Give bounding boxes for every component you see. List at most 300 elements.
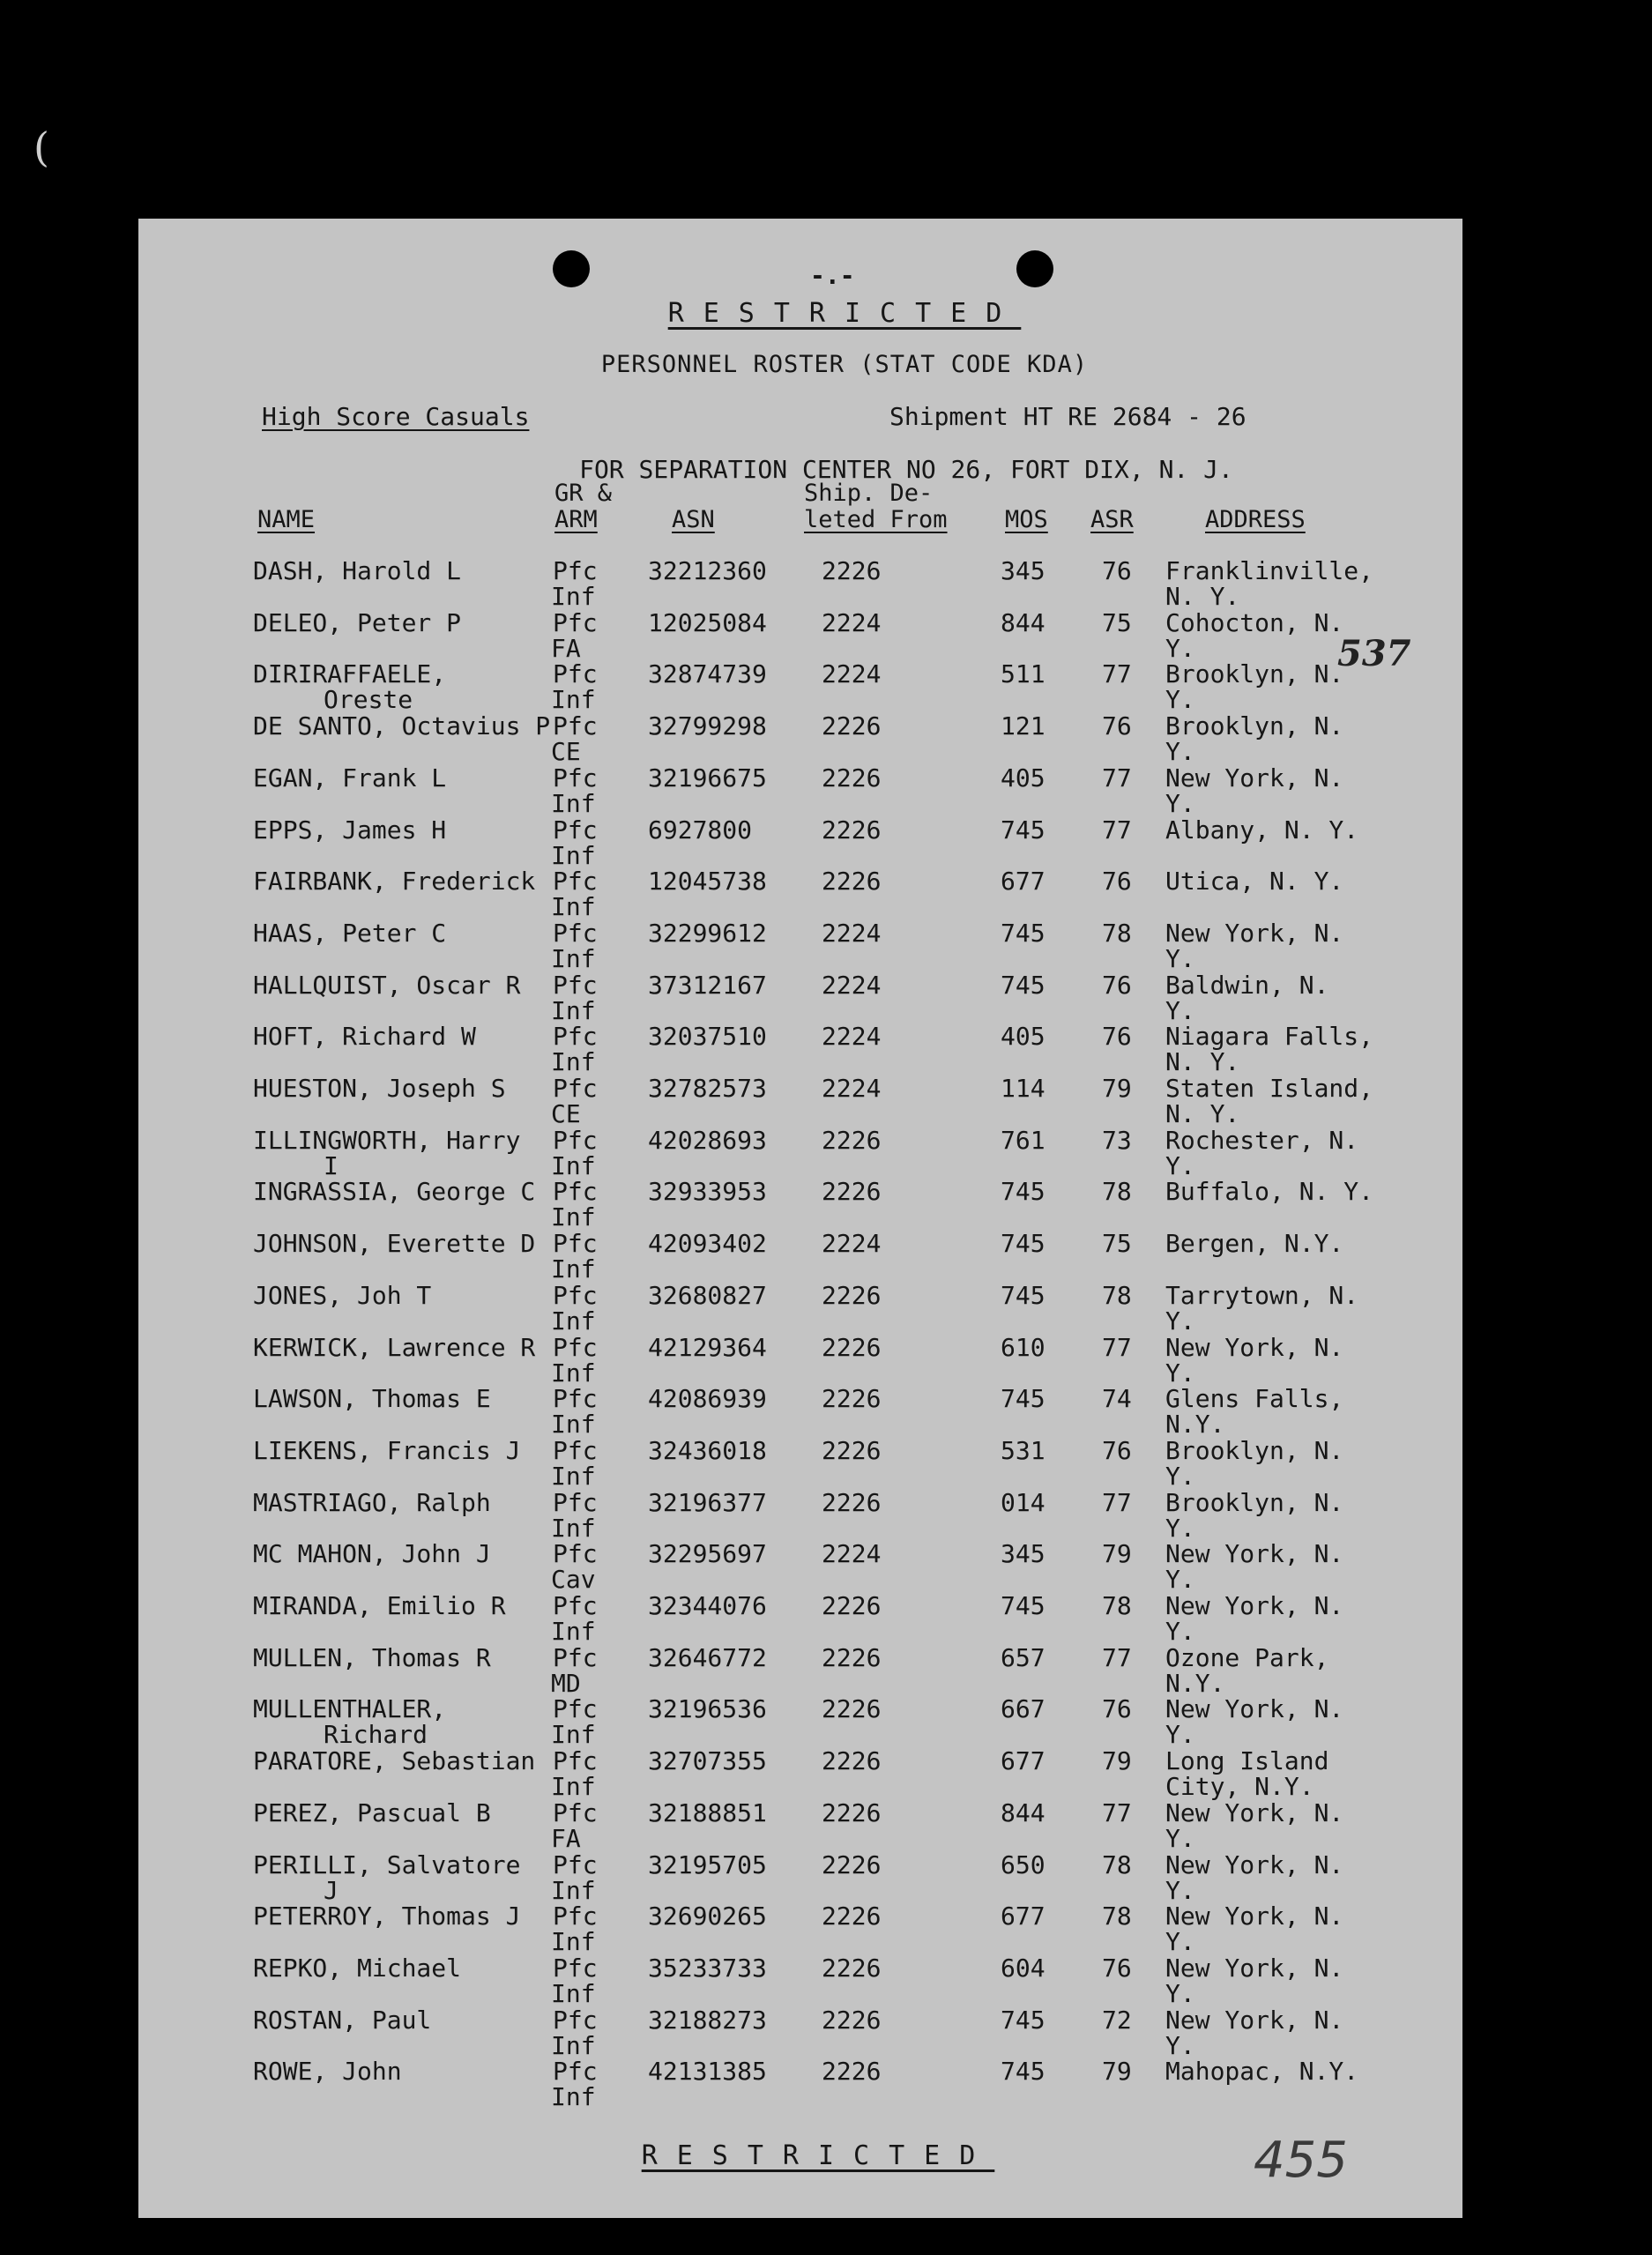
- arm-of-service: Inf: [551, 1875, 596, 1905]
- serial-number: 12025084: [648, 607, 767, 637]
- mos-code: 745: [1001, 1229, 1046, 1259]
- table-row: [138, 1487, 1462, 1543]
- shipment-deleted-from: 2226: [822, 1487, 882, 1517]
- serial-number: 12045738: [648, 867, 767, 897]
- table-row: [138, 1593, 1462, 1645]
- mos-code: 844: [1001, 607, 1046, 637]
- soldier-name: DE SANTO, Octavius P: [253, 711, 551, 741]
- soldier-name: PEREZ, Pascual B: [253, 1797, 491, 1827]
- arm-of-service: FA: [551, 633, 581, 663]
- soldier-name: HAAS, Peter C: [253, 918, 447, 948]
- address-line-1: Mahopac, N.Y.: [1165, 2057, 1359, 2087]
- mos-code: 610: [1001, 1332, 1046, 1362]
- soldier-name: MIRANDA, Emilio R: [253, 1591, 506, 1620]
- shipment-deleted-from: 2226: [822, 815, 882, 845]
- shipment-deleted-from: 2224: [822, 659, 882, 689]
- address-line-1: New York, N.: [1165, 918, 1344, 948]
- mos-code: 745: [1001, 918, 1046, 948]
- asr-score: 77: [1102, 1642, 1132, 1672]
- shipment-deleted-from: 2224: [822, 607, 882, 637]
- address-line-2: Y.: [1165, 943, 1195, 973]
- table-row: [138, 1642, 1462, 1698]
- arm-of-service: Inf: [551, 1720, 596, 1750]
- grade: Pfc: [553, 2005, 598, 2035]
- address-line-2: Y.: [1165, 1358, 1195, 1388]
- soldier-name: INGRASSIA, George C: [253, 1177, 536, 1207]
- address-line-1: Franklinville,: [1165, 556, 1374, 585]
- address-line-1: Albany, N. Y.: [1165, 815, 1359, 845]
- shipment-deleted-from: 2226: [822, 1332, 882, 1362]
- grade: Pfc: [553, 1591, 598, 1620]
- table-row: [138, 1332, 1462, 1388]
- asr-score: 76: [1102, 867, 1132, 897]
- address-line-1: Glens Falls,: [1165, 1384, 1344, 1414]
- handwritten-number-537: 537: [1337, 633, 1411, 674]
- asr-score: 79: [1102, 2057, 1132, 2087]
- grade: Pfc: [553, 1022, 598, 1052]
- shipment-deleted-from: 2226: [822, 763, 882, 793]
- grade: Pfc: [553, 556, 598, 585]
- grade: Pfc: [553, 1901, 598, 1931]
- table-row: [138, 1849, 1462, 1905]
- mos-code: 745: [1001, 1177, 1046, 1207]
- soldier-name: FAIRBANK, Frederick: [253, 867, 536, 897]
- address-line-2: N.Y.: [1165, 1410, 1225, 1440]
- table-row: [138, 558, 1462, 610]
- shipment-deleted-from: 2226: [822, 711, 882, 741]
- soldier-name: MULLENTHALER,: [253, 1694, 447, 1724]
- shipment-deleted-from: 2226: [822, 1642, 882, 1672]
- arm-of-service: FA: [551, 1823, 581, 1853]
- arm-of-service: Inf: [551, 1617, 596, 1646]
- col-header-asr: ASR: [1090, 506, 1134, 533]
- soldier-name-continued: Oreste: [324, 685, 413, 715]
- serial-number: 32212360: [648, 556, 767, 585]
- col-header-address: ADDRESS: [1205, 506, 1306, 533]
- shipment-deleted-from: 2226: [822, 1746, 882, 1776]
- table-row: [138, 2007, 1462, 2059]
- address-line-2: Y.: [1165, 1823, 1195, 1853]
- soldier-name: ILLINGWORTH, Harry: [253, 1125, 521, 1155]
- address-line-2: Y.: [1165, 2030, 1195, 2060]
- address-line-1: Ozone Park,: [1165, 1642, 1329, 1672]
- grade: Pfc: [553, 918, 598, 948]
- mos-code: 531: [1001, 1435, 1046, 1465]
- soldier-name: JOHNSON, Everette D: [253, 1229, 536, 1259]
- asr-score: 78: [1102, 1849, 1132, 1879]
- address-line-1: Bergen, N.Y.: [1165, 1229, 1344, 1259]
- address-line-1: Brooklyn, N.: [1165, 659, 1344, 689]
- address-line-1: New York, N.: [1165, 1694, 1344, 1724]
- address-line-1: Staten Island,: [1165, 1074, 1374, 1103]
- roster-page: [138, 219, 1462, 2218]
- col-header-mos: MOS: [1005, 506, 1048, 533]
- address-line-2: Y.: [1165, 788, 1195, 818]
- shipment-deleted-from: 2224: [822, 1074, 882, 1103]
- grade: Pfc: [553, 1642, 598, 1672]
- grade: Pfc: [553, 1384, 598, 1414]
- mos-code: 761: [1001, 1125, 1046, 1155]
- asr-score: 73: [1102, 1125, 1132, 1155]
- asr-score: 77: [1102, 1332, 1132, 1362]
- punch-hole-right: [1016, 250, 1053, 287]
- asr-score: 77: [1102, 1487, 1132, 1517]
- shipment-deleted-from: 2226: [822, 1435, 882, 1465]
- shipment-deleted-from: 2226: [822, 1797, 882, 1827]
- shipment-deleted-from: 2224: [822, 1022, 882, 1052]
- mos-code: 745: [1001, 2005, 1046, 2035]
- address-line-1: New York, N.: [1165, 1953, 1344, 1983]
- arm-of-service: Inf: [551, 1461, 596, 1491]
- asr-score: 75: [1102, 1229, 1132, 1259]
- address-line-2: N. Y.: [1165, 582, 1240, 611]
- grade: Pfc: [553, 711, 598, 741]
- col-header-ship: Ship. De- leted From: [804, 480, 948, 533]
- soldier-name: JONES, Joh T: [253, 1280, 432, 1310]
- grade: Pfc: [553, 1953, 598, 1983]
- asr-score: 77: [1102, 815, 1132, 845]
- shipment-deleted-from: 2226: [822, 2005, 882, 2035]
- asr-score: 77: [1102, 763, 1132, 793]
- soldier-name: PERILLI, Salvatore: [253, 1849, 521, 1879]
- asr-score: 76: [1102, 711, 1132, 741]
- mos-code: 014: [1001, 1487, 1046, 1517]
- shipment-deleted-from: 2224: [822, 970, 882, 1000]
- table-row: [138, 607, 1462, 663]
- shipment-deleted-from: 2226: [822, 556, 882, 585]
- arm-of-service: Inf: [551, 1978, 596, 2008]
- serial-number: 42028693: [648, 1125, 767, 1155]
- soldier-name: HUESTON, Joseph S: [253, 1074, 506, 1103]
- mos-code: 405: [1001, 763, 1046, 793]
- roster-title: PERSONNEL ROSTER (STAT CODE KDA): [600, 351, 1089, 378]
- serial-number: 32782573: [648, 1074, 767, 1103]
- arm-of-service: Inf: [551, 2082, 596, 2112]
- table-row: [138, 1075, 1462, 1128]
- serial-number: 35233733: [648, 1953, 767, 1983]
- address-line-2: Y.: [1165, 685, 1195, 715]
- col-header-grade: GR & ARM: [554, 480, 613, 533]
- arm-of-service: Inf: [551, 2030, 596, 2060]
- soldier-name: MULLEN, Thomas R: [253, 1642, 491, 1672]
- mos-code: 745: [1001, 815, 1046, 845]
- address-line-1: New York, N.: [1165, 1591, 1344, 1620]
- grade: Pfc: [553, 1797, 598, 1827]
- table-row: [138, 1125, 1462, 1180]
- address-line-1: New York, N.: [1165, 1901, 1344, 1931]
- address-line-2: Y.: [1165, 1978, 1195, 2008]
- soldier-name: HOFT, Richard W: [253, 1022, 476, 1052]
- shipment-deleted-from: 2226: [822, 1591, 882, 1620]
- mos-code: 405: [1001, 1022, 1046, 1052]
- arm-of-service: Inf: [551, 1927, 596, 1957]
- mos-code: 677: [1001, 1746, 1046, 1776]
- separation-center: FOR SEPARATION CENTER NO 26, FORT DIX, N. J.: [579, 455, 1233, 484]
- soldier-name: MASTRIAGO, Ralph: [253, 1487, 491, 1517]
- arm-of-service: Inf: [551, 1047, 596, 1077]
- soldier-name: LIEKENS, Francis J: [253, 1435, 521, 1465]
- address-line-1: Brooklyn, N.: [1165, 1435, 1344, 1465]
- serial-number: 32799298: [648, 711, 767, 741]
- asr-score: 72: [1102, 2005, 1132, 2035]
- serial-number: 32690265: [648, 1901, 767, 1931]
- serial-number: 32874739: [648, 659, 767, 689]
- address-line-2: Y.: [1165, 1875, 1195, 1905]
- grade: Pfc: [553, 815, 598, 845]
- address-line-1: Long Island: [1165, 1746, 1329, 1776]
- mos-code: 345: [1001, 556, 1046, 585]
- address-line-1: Tarrytown, N.: [1165, 1280, 1359, 1310]
- arm-of-service: CE: [551, 737, 581, 767]
- grade: Pfc: [553, 1435, 598, 1465]
- shipment-deleted-from: 2226: [822, 1694, 882, 1724]
- address-line-2: Y.: [1165, 1306, 1195, 1336]
- mos-code: 667: [1001, 1694, 1046, 1724]
- soldier-name: ROSTAN, Paul: [253, 2005, 432, 2035]
- table-row: [138, 1231, 1462, 1283]
- serial-number: 42086939: [648, 1384, 767, 1414]
- grade: Pfc: [553, 763, 598, 793]
- mos-code: 745: [1001, 2057, 1046, 2087]
- grade: Pfc: [553, 1694, 598, 1724]
- shipment-deleted-from: 2226: [822, 1953, 882, 1983]
- asr-score: 76: [1102, 556, 1132, 585]
- address-line-1: Brooklyn, N.: [1165, 711, 1344, 741]
- grade: Pfc: [553, 1539, 598, 1569]
- top-mark: -.-: [810, 261, 855, 290]
- grade: Pfc: [553, 1229, 598, 1259]
- soldier-name: DIRIRAFFAELE,: [253, 659, 447, 689]
- soldier-name: KERWICK, Lawrence R: [253, 1332, 536, 1362]
- soldier-name: PETERROY, Thomas J: [253, 1901, 521, 1931]
- shipment-label: Shipment HT RE 2684 - 26: [889, 402, 1246, 431]
- address-line-2: N. Y.: [1165, 1047, 1240, 1077]
- arm-of-service: Inf: [551, 943, 596, 973]
- shipment-deleted-from: 2226: [822, 867, 882, 897]
- serial-number: 32707355: [648, 1746, 767, 1776]
- shipment-deleted-from: 2226: [822, 1125, 882, 1155]
- mos-code: 114: [1001, 1074, 1046, 1103]
- shipment-deleted-from: 2226: [822, 1849, 882, 1879]
- address-line-1: Niagara Falls,: [1165, 1022, 1374, 1052]
- grade: Pfc: [553, 1177, 598, 1207]
- serial-number: 32436018: [648, 1435, 767, 1465]
- mos-code: 677: [1001, 867, 1046, 897]
- serial-number: 32646772: [648, 1642, 767, 1672]
- shipment-deleted-from: 2226: [822, 2057, 882, 2087]
- address-line-2: Y.: [1165, 1461, 1195, 1491]
- serial-number: 32344076: [648, 1591, 767, 1620]
- serial-number: 42129364: [648, 1332, 767, 1362]
- serial-number: 6927800: [648, 815, 753, 845]
- serial-number: 32680827: [648, 1280, 767, 1310]
- mos-code: 121: [1001, 711, 1046, 741]
- grade: Pfc: [553, 867, 598, 897]
- punch-hole-left: [553, 250, 590, 287]
- address-line-2: Y.: [1165, 1150, 1195, 1180]
- table-row: [138, 1955, 1462, 2007]
- serial-number: 32188273: [648, 2005, 767, 2035]
- address-line-1: New York, N.: [1165, 763, 1344, 793]
- arm-of-service: Inf: [551, 1306, 596, 1336]
- arm-of-service: Inf: [551, 995, 596, 1025]
- arm-of-service: Inf: [551, 1410, 596, 1440]
- arm-of-service: CE: [551, 1099, 581, 1128]
- asr-score: 76: [1102, 1953, 1132, 1983]
- serial-number: 32299612: [648, 918, 767, 948]
- mos-code: 745: [1001, 1280, 1046, 1310]
- serial-number: 32196377: [648, 1487, 767, 1517]
- col-header-asn: ASN: [672, 506, 715, 533]
- asr-score: 74: [1102, 1384, 1132, 1414]
- address-line-2: N.Y.: [1165, 1668, 1225, 1698]
- serial-number: 32933953: [648, 1177, 767, 1207]
- address-line-1: Buffalo, N. Y.: [1165, 1177, 1374, 1207]
- soldier-name: HALLQUIST, Oscar R: [253, 970, 521, 1000]
- address-line-1: New York, N.: [1165, 1332, 1344, 1362]
- arm-of-service: Inf: [551, 788, 596, 818]
- soldier-name: PARATORE, Sebastian: [253, 1746, 536, 1776]
- table-row: [138, 1023, 1462, 1075]
- address-line-1: New York, N.: [1165, 1849, 1344, 1879]
- table-row: [138, 972, 1462, 1024]
- grade: Pfc: [553, 1487, 598, 1517]
- arm-of-service: MD: [551, 1668, 581, 1698]
- serial-number: 32295697: [648, 1539, 767, 1569]
- grade: Pfc: [553, 1746, 598, 1776]
- asr-score: 79: [1102, 1539, 1132, 1569]
- mos-code: 345: [1001, 1539, 1046, 1569]
- shipment-deleted-from: 2224: [822, 918, 882, 948]
- arm-of-service: Inf: [551, 685, 596, 715]
- table-row: [138, 713, 1462, 765]
- serial-number: 32037510: [648, 1022, 767, 1052]
- asr-score: 78: [1102, 1177, 1132, 1207]
- asr-score: 76: [1102, 970, 1132, 1000]
- shipment-deleted-from: 2226: [822, 1384, 882, 1414]
- soldier-name: REPKO, Michael: [253, 1953, 462, 1983]
- handwritten-number-455: 455: [1254, 2132, 1348, 2189]
- arm-of-service: Inf: [551, 1513, 596, 1543]
- asr-score: 78: [1102, 1591, 1132, 1620]
- mos-code: 745: [1001, 970, 1046, 1000]
- arm-of-service: Inf: [551, 840, 596, 870]
- arm-of-service: Cav: [551, 1565, 596, 1595]
- group-label: High Score Casuals: [262, 402, 530, 431]
- grade: Pfc: [553, 2057, 598, 2087]
- address-line-2: Y.: [1165, 1513, 1195, 1543]
- address-line-2: City, N.Y.: [1165, 1772, 1314, 1802]
- mos-code: 511: [1001, 659, 1046, 689]
- table-row: [138, 817, 1462, 869]
- serial-number: 37312167: [648, 970, 767, 1000]
- arm-of-service: Inf: [551, 1202, 596, 1232]
- grade: Pfc: [553, 1280, 598, 1310]
- grade: Pfc: [553, 970, 598, 1000]
- shipment-deleted-from: 2224: [822, 1539, 882, 1569]
- serial-number: 32196536: [648, 1694, 767, 1724]
- serial-number: 42093402: [648, 1229, 767, 1259]
- address-line-2: Y.: [1165, 633, 1195, 663]
- restricted-footer: RESTRICTED: [641, 2140, 995, 2171]
- table-row: [138, 1280, 1462, 1336]
- arm-of-service: Inf: [551, 1150, 596, 1180]
- address-line-2: Y.: [1165, 1927, 1195, 1957]
- address-line-2: Y.: [1165, 1617, 1195, 1646]
- asr-score: 79: [1102, 1746, 1132, 1776]
- mos-code: 745: [1001, 1384, 1046, 1414]
- asr-score: 77: [1102, 659, 1132, 689]
- mos-code: 604: [1001, 1953, 1046, 1983]
- grade: Pfc: [553, 1074, 598, 1103]
- asr-score: 76: [1102, 1694, 1132, 1724]
- arm-of-service: Inf: [551, 1772, 596, 1802]
- margin-mark: (: [33, 123, 49, 171]
- address-line-1: Brooklyn, N.: [1165, 1487, 1344, 1517]
- table-row: [138, 765, 1462, 817]
- address-line-2: N. Y.: [1165, 1099, 1240, 1128]
- address-line-2: Y.: [1165, 1565, 1195, 1595]
- table-row: [138, 868, 1462, 920]
- grade: Pfc: [553, 659, 598, 689]
- address-line-1: Cohocton, N.: [1165, 607, 1344, 637]
- asr-score: 78: [1102, 1280, 1132, 1310]
- table-row: [138, 1696, 1462, 1748]
- serial-number: 32196675: [648, 763, 767, 793]
- table-row: [138, 1903, 1462, 1955]
- table-row: [138, 1435, 1462, 1491]
- address-line-2: Y.: [1165, 737, 1195, 767]
- address-line-1: Utica, N. Y.: [1165, 867, 1344, 897]
- table-row: [138, 661, 1462, 713]
- grade: Pfc: [553, 1332, 598, 1362]
- soldier-name: ROWE, John: [253, 2057, 402, 2087]
- grade: Pfc: [553, 1849, 598, 1879]
- address-line-1: New York, N.: [1165, 1797, 1344, 1827]
- serial-number: 32195705: [648, 1849, 767, 1879]
- asr-score: 78: [1102, 1901, 1132, 1931]
- shipment-deleted-from: 2226: [822, 1177, 882, 1207]
- asr-score: 75: [1102, 607, 1132, 637]
- table-row: [138, 1179, 1462, 1231]
- shipment-deleted-from: 2226: [822, 1901, 882, 1931]
- asr-score: 76: [1102, 1435, 1132, 1465]
- arm-of-service: Inf: [551, 582, 596, 611]
- mos-code: 745: [1001, 1591, 1046, 1620]
- asr-score: 77: [1102, 1797, 1132, 1827]
- address-line-2: Y.: [1165, 995, 1195, 1025]
- soldier-name-continued: Richard: [324, 1720, 428, 1750]
- table-row: [138, 2058, 1462, 2110]
- table-row: [138, 1386, 1462, 1438]
- grade: Pfc: [553, 607, 598, 637]
- arm-of-service: Inf: [551, 892, 596, 922]
- arm-of-service: Inf: [551, 1358, 596, 1388]
- restricted-header: RESTRICTED: [667, 298, 1022, 329]
- mos-code: 650: [1001, 1849, 1046, 1879]
- address-line-1: New York, N.: [1165, 1539, 1344, 1569]
- asr-score: 76: [1102, 1022, 1132, 1052]
- table-row: [138, 920, 1462, 972]
- col-header-name: NAME: [257, 506, 316, 533]
- shipment-deleted-from: 2226: [822, 1280, 882, 1310]
- soldier-name-continued: I: [324, 1150, 339, 1180]
- address-line-2: Y.: [1165, 1720, 1195, 1750]
- address-line-1: Baldwin, N.: [1165, 970, 1329, 1000]
- asr-score: 79: [1102, 1074, 1132, 1103]
- soldier-name: EGAN, Frank L: [253, 763, 447, 793]
- soldier-name: MC MAHON, John J: [253, 1539, 491, 1569]
